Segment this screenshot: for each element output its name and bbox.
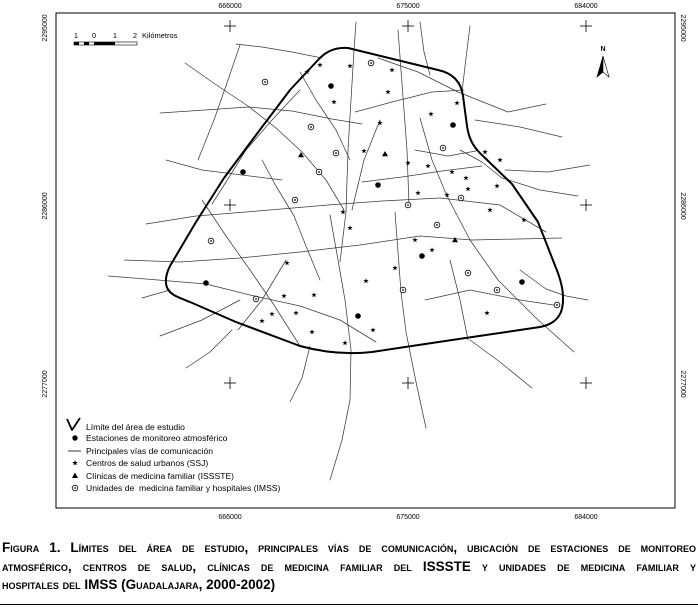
imss-unit-dot xyxy=(467,272,469,274)
imss-unit-marker xyxy=(253,296,259,302)
imss-unit-dot xyxy=(402,289,404,291)
monitoring-station-marker xyxy=(419,253,425,259)
imss-unit-marker xyxy=(405,202,411,208)
y-coordinate-label-right: 2277000 xyxy=(679,370,686,398)
x-coordinate-label-bottom: 666000 xyxy=(218,514,242,521)
legend-label: Centros de salud urbanos (SSJ) xyxy=(86,458,209,468)
imss-unit-marker xyxy=(554,302,560,308)
imss-unit-marker xyxy=(316,169,322,175)
scale-bar-segment xyxy=(74,42,79,45)
monitoring-station-marker xyxy=(203,280,209,286)
x-coordinate-label-top: 666000 xyxy=(218,3,242,10)
imss-unit-dot xyxy=(407,204,409,206)
imss-unit-dot xyxy=(210,240,212,242)
north-label: N xyxy=(600,46,606,53)
imss-unit-dot xyxy=(460,197,462,199)
y-coordinate-label-right: 2295000 xyxy=(679,14,686,42)
y-coordinate-label-right: 2286000 xyxy=(679,192,686,220)
imss-unit-marker xyxy=(308,124,314,130)
scale-tick-label: 2 xyxy=(132,31,138,40)
monitoring-station-marker xyxy=(328,83,334,89)
monitoring-station-marker xyxy=(240,169,246,175)
imss-unit-marker xyxy=(465,270,471,276)
x-coordinate-label-top: 684000 xyxy=(574,3,598,10)
imss-unit-dot xyxy=(442,147,444,149)
monitoring-station-marker xyxy=(450,122,456,128)
imss-unit-dot xyxy=(294,199,296,201)
scale-tick-label: 1 xyxy=(112,31,118,40)
x-coordinate-label-top: 675000 xyxy=(396,3,420,10)
scale-bar-segment xyxy=(94,42,115,45)
y-coordinate-label-left: 2277000 xyxy=(42,370,49,398)
imss-unit-marker xyxy=(292,197,298,203)
imss-unit-marker xyxy=(440,145,446,151)
y-coordinate-label-left: 2286000 xyxy=(42,192,49,220)
y-coordinate-label-left: 2295000 xyxy=(42,14,49,42)
scale-tick-label: 1 xyxy=(73,31,79,40)
caption-line: atmosférico, centros de salud, clínicas de medicina familiar del ISSSTE y unidades de medicina familiar y xyxy=(2,558,696,574)
imss-unit-dot xyxy=(556,304,558,306)
scale-unit-label: Kilómetros xyxy=(142,31,178,40)
imss-unit-dot xyxy=(436,224,438,226)
imss-unit-marker xyxy=(368,60,374,66)
imss-unit-marker xyxy=(494,287,500,293)
scale-bar-segment xyxy=(84,42,89,45)
legend-label: Estaciones de monitoreo atmosférico xyxy=(86,433,228,443)
imss-unit-marker xyxy=(262,79,268,85)
imss-unit-dot xyxy=(496,289,498,291)
scale-tick-label: 0 xyxy=(91,31,97,40)
monitoring-station-marker xyxy=(355,313,361,319)
legend-imss-dot-symbol xyxy=(74,487,76,489)
legend-label: Límite del área de estudio xyxy=(86,422,185,432)
imss-unit-dot xyxy=(370,62,372,64)
imss-unit-dot xyxy=(335,152,337,154)
imss-unit-marker xyxy=(333,150,339,156)
imss-unit-marker xyxy=(434,222,440,228)
imss-unit-dot xyxy=(264,81,266,83)
legend-station-symbol xyxy=(72,435,77,440)
caption-line: Figura 1. Límites del área de estudio, principales vías de comunicación, ubicación de estaciones de monitoreo xyxy=(2,540,696,555)
imss-unit-marker xyxy=(208,238,214,244)
figure-caption xyxy=(2,539,696,595)
imss-unit-dot xyxy=(318,171,320,173)
bottom-rule xyxy=(0,604,698,605)
imss-unit-marker xyxy=(400,287,406,293)
imss-unit-dot xyxy=(255,298,257,300)
x-coordinate-label-bottom: 675000 xyxy=(396,514,420,521)
imss-unit-dot xyxy=(310,126,312,128)
monitoring-station-marker xyxy=(375,182,381,188)
legend-label: Clínicas de medicina familiar (ISSSTE) xyxy=(86,471,235,481)
imss-unit-marker xyxy=(458,195,464,201)
caption-line: hospitales del IMSS (Guadalajara, 2000-2002) xyxy=(2,577,276,592)
monitoring-station-marker xyxy=(519,279,525,285)
legend-label: Principales vías de comunicación xyxy=(86,446,214,456)
legend-label: Unidades de medicina familiar y hospitales (IMSS) xyxy=(86,483,281,493)
x-coordinate-label-bottom: 684000 xyxy=(574,514,598,521)
